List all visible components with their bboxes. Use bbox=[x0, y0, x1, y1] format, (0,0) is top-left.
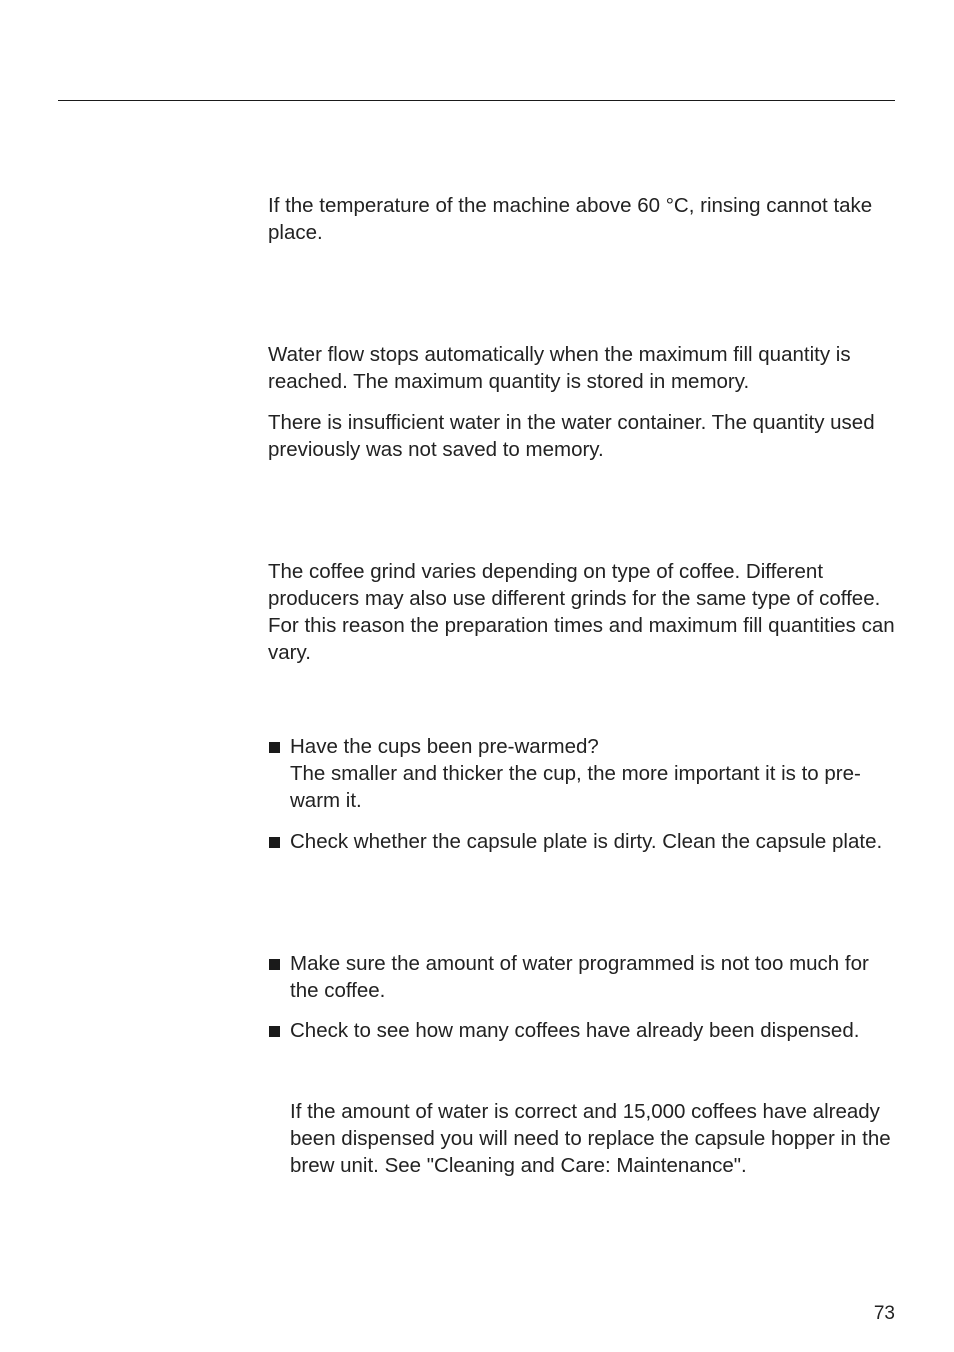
list-item-title: Have the cups been pre-warmed? bbox=[290, 735, 599, 758]
page-number: 73 bbox=[873, 1303, 895, 1324]
water-flow-paragraph: Water flow stops automatically when the maximum fill quantity is reached. The maximum quantity is stored in memory. bbox=[268, 343, 851, 393]
list-item bbox=[268, 733, 898, 814]
list-item-text: Check whether the capsule plate is dirty. Clean the capsule plate. bbox=[290, 830, 883, 853]
list-item bbox=[268, 950, 898, 1004]
list-item-note: If the amount of water is correct and 15,000 coffees have already been dispensed you will need to replace the capsule hopper in the brew unit. See "Cleaning and Care: Maintenance". bbox=[290, 1100, 891, 1177]
bullet-square-icon bbox=[269, 959, 280, 970]
bullet-square-icon bbox=[269, 837, 280, 848]
bullet-square-icon bbox=[269, 1026, 280, 1037]
list-item bbox=[268, 1017, 898, 1044]
list-item-text: Check to see how many coffees have already been dispensed. bbox=[290, 1019, 860, 1042]
coffee-grind-paragraph: The coffee grind varies depending on type of coffee. Different producers may also use different grinds for the same type of coffee. For this reason the preparation times and maximum fill quantities can vary. bbox=[268, 560, 895, 664]
insufficient-water-paragraph: There is insufficient water in the water container. The quantity used previously was not saved to memory. bbox=[268, 411, 875, 461]
list-item bbox=[268, 828, 898, 855]
bullet-square-icon bbox=[269, 742, 280, 753]
rinsing-paragraph: If the temperature of the machine above 60 °C, rinsing cannot take place. bbox=[268, 194, 873, 244]
list-item-detail: The smaller and thicker the cup, the more important it is to pre-warm it. bbox=[290, 762, 861, 812]
list-item-text: Make sure the amount of water programmed is not too much for the coffee. bbox=[290, 952, 869, 1002]
header-rule bbox=[58, 100, 895, 101]
